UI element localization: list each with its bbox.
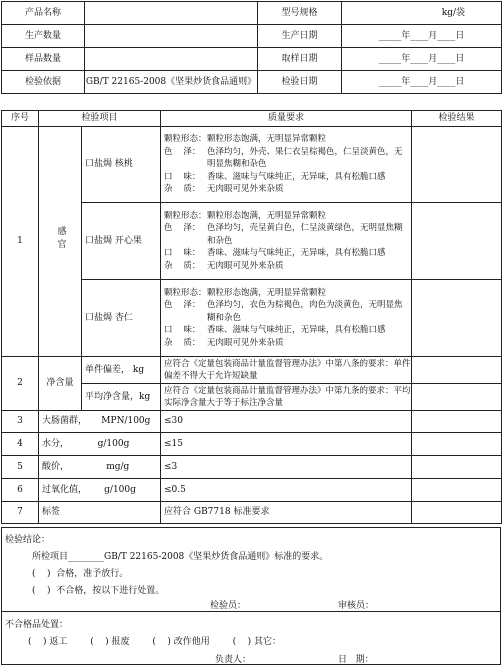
sensory-item-almond: 口盐焗 杏仁 — [82, 280, 161, 357]
conclusion-box — [1, 527, 501, 612]
product-name-label: 产品名称 — [2, 2, 85, 25]
result-pistachio[interactable] — [412, 203, 502, 280]
row-no: 3 — [2, 411, 39, 433]
result-walnut[interactable] — [412, 127, 502, 203]
result-average[interactable] — [412, 384, 502, 411]
col-header-requirement: 质量要求 — [161, 111, 412, 127]
req-line: 颗粒形态： 颗粒形态饱满，无明显异常颗粒 — [164, 287, 327, 298]
row-no: 5 — [2, 456, 39, 479]
req-line: 杂 质： 无肉眼可见外来杂质 — [164, 337, 284, 348]
sensory-label: 感官 — [55, 226, 66, 252]
basis-value: GB/T 22165-2008《坚果炒货食品通则》 — [85, 71, 258, 94]
req-line: 色 泽： 色泽均匀，壳呈黄白色，仁呈淡黄绿色，无明显焦糊和杂色 — [164, 223, 403, 246]
req-line: 颗粒形态： 颗粒形态饱满，无明显异常颗粒 — [164, 134, 327, 145]
requirement-peroxide-value: ≤0.5 — [161, 479, 412, 502]
req-line: 杂 质： 无肉眼可见外来杂质 — [164, 184, 284, 195]
row-no-net-content: 2 — [2, 357, 39, 411]
row-no-sensory: 1 — [2, 127, 39, 357]
result-acid-value[interactable] — [412, 456, 502, 479]
result-peroxide-value[interactable] — [412, 479, 502, 502]
sensory-item-walnut: 口盐焗 核桃 — [82, 127, 161, 203]
col-header-result: 检验结果 — [412, 111, 502, 127]
production-date-value[interactable]: _____年____月____日 — [342, 25, 502, 48]
col-header-item: 检验项目 — [39, 111, 161, 127]
model-label: 型号规格 — [258, 2, 342, 25]
row-no: 6 — [2, 479, 39, 502]
sensory-label-cell — [39, 127, 82, 357]
result-moisture[interactable] — [412, 433, 502, 456]
req-line: 色 泽： 色泽均匀，衣色为棕褐色，肉色为淡黄色，无明显焦糊和杂色 — [164, 300, 403, 323]
reviewer-label: 审核员： — [338, 601, 375, 611]
inspection-table — [1, 110, 502, 524]
inspector-label: 检验员： — [210, 601, 247, 611]
result-coliform[interactable] — [412, 411, 502, 433]
conclusion-pass-option[interactable]: ( ) 合格，准予放行。 — [32, 569, 129, 579]
requirement-coliform: ≤30 — [161, 411, 412, 433]
sampling-date-label: 取样日期 — [258, 48, 342, 71]
net-item-average: 平均净含量，kg — [82, 384, 161, 411]
header-info-table — [1, 1, 502, 94]
sample-qty-label: 样品数量 — [2, 48, 85, 71]
requirement-acid-value: ≤3 — [161, 456, 412, 479]
col-header-no: 序号 — [2, 111, 39, 127]
conclusion-title: 检验结论： — [5, 535, 51, 545]
basis-label: 检验依据 — [2, 71, 85, 94]
item-acid-value: 酸价， mg/g — [39, 456, 161, 479]
disposal-options[interactable]: ( ) 返工 ( ) 报废 ( ) 改作他用 ( ) 其它： — [28, 637, 281, 647]
inspection-date-label: 检验日期 — [258, 71, 342, 94]
net-content-label: 净含量 — [39, 357, 82, 411]
net-item-single-deviation: 单件偏差， kg — [82, 357, 161, 384]
model-unit: kg/袋 — [342, 2, 502, 25]
disposal-box — [1, 611, 501, 665]
item-label: 标签 — [39, 502, 161, 524]
quantity-label: 生产数量 — [2, 25, 85, 48]
sampling-date-value[interactable]: _____年____月____日 — [342, 48, 502, 71]
quantity-value[interactable] — [85, 25, 258, 48]
item-coliform: 大肠菌群， MPN/100g — [39, 411, 161, 433]
req-line: 颗粒形态： 颗粒形态饱满，无明显异常颗粒 — [164, 210, 327, 221]
row-no: 7 — [2, 502, 39, 524]
conclusion-statement: 所检项目________GB/T 22165-2008《坚果炒货食品通则》标准的要求。 — [32, 552, 329, 562]
item-moisture: 水分， g/100g — [39, 433, 161, 456]
net-requirement-average: 应符合《定量包装商品计量监督管理办法》中第九条的要求：平均实际净含量大于等于标注净含量 — [161, 384, 412, 411]
disposal-title: 不合格品处置： — [5, 620, 69, 630]
result-single-deviation[interactable] — [412, 357, 502, 384]
inspection-date-value[interactable]: _____年____月____日 — [342, 71, 502, 94]
sensory-requirement-walnut — [161, 127, 412, 203]
conclusion-fail-option[interactable]: ( ) 不合格，按以下进行处置。 — [32, 586, 165, 596]
responsible-label: 负责人： — [215, 655, 252, 665]
requirement-label: 应符合 GB7718 标准要求 — [161, 502, 412, 524]
date-label: 日 期： — [338, 655, 374, 665]
req-line: 杂 质： 无肉眼可见外来杂质 — [164, 260, 284, 271]
product-name-value[interactable] — [85, 2, 258, 25]
net-requirement-single: 应符合《定量包装商品计量监督管理办法》中第八条的要求：单件偏差不得大于允许短缺量 — [161, 357, 412, 384]
production-date-label: 生产日期 — [258, 25, 342, 48]
req-line: 口 味： 香味、滋味与气味纯正，无异味，具有松脆口感 — [164, 171, 386, 182]
req-line: 色 泽： 色泽均匀，外壳、果仁衣呈棕褐色，仁呈淡黄色，无明显焦糊和杂色 — [164, 146, 403, 170]
sensory-requirement-almond — [161, 280, 412, 357]
req-line: 口 味： 香味、滋味与气味纯正，无异味，具有松脆口感 — [164, 325, 386, 336]
req-line: 口 味： 香味、滋味与气味纯正，无异味，具有松脆口感 — [164, 248, 386, 259]
sensory-item-pistachio: 口盐焗 开心果 — [82, 203, 161, 280]
sample-qty-value[interactable] — [85, 48, 258, 71]
result-almond[interactable] — [412, 280, 502, 357]
result-label[interactable] — [412, 502, 502, 524]
row-no: 4 — [2, 433, 39, 456]
requirement-moisture: ≤15 — [161, 433, 412, 456]
item-peroxide-value: 过氧化值， g/100g — [39, 479, 161, 502]
sensory-requirement-pistachio — [161, 203, 412, 280]
